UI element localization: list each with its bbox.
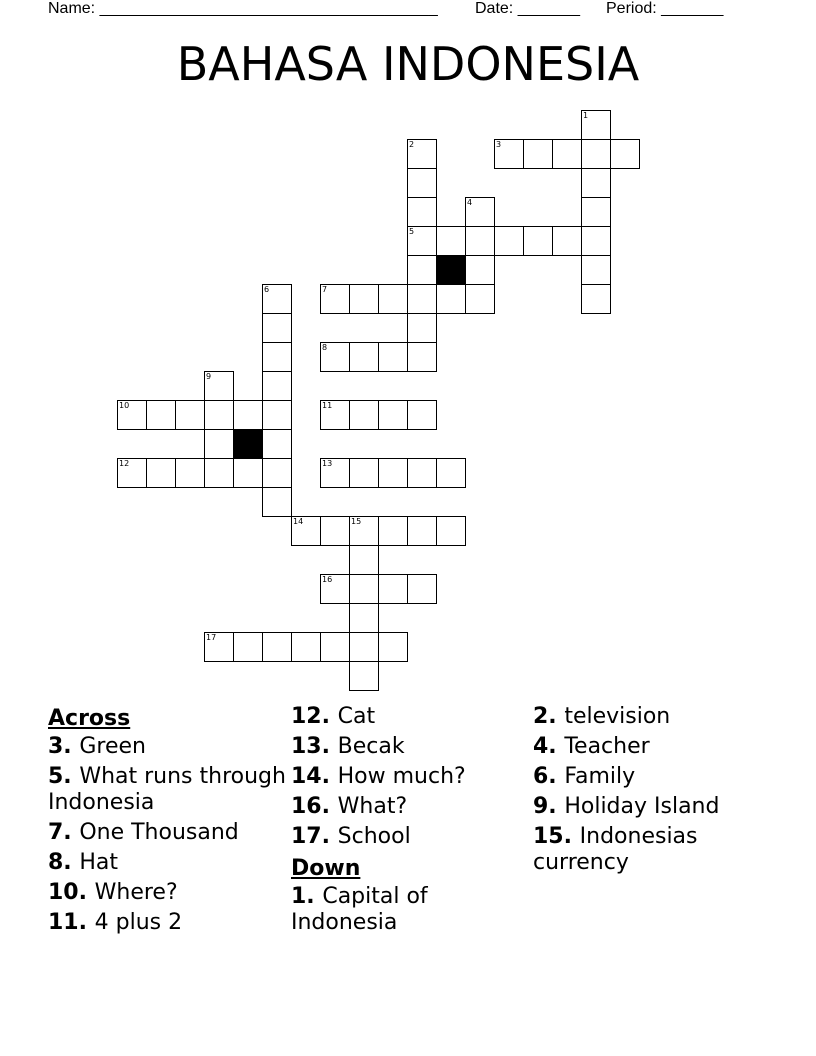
crossword-cell[interactable] — [233, 400, 263, 430]
down-clue — [533, 764, 753, 790]
clue-number: 7. — [48, 820, 80, 845]
across-clue — [48, 820, 288, 846]
crossword-cell[interactable] — [320, 342, 350, 372]
crossword-cell[interactable] — [117, 458, 147, 488]
crossword-cell[interactable] — [581, 168, 611, 198]
crossword-cell[interactable] — [552, 139, 582, 169]
cell-number: 12 — [119, 459, 130, 468]
crossword-cell[interactable] — [581, 255, 611, 285]
cell-number: 7 — [322, 285, 328, 294]
crossword-cell[interactable] — [581, 139, 611, 169]
clue-text: How much? — [337, 764, 466, 789]
crossword-cell[interactable] — [349, 632, 379, 662]
crossword-cell[interactable] — [378, 458, 408, 488]
crossword-cell[interactable] — [407, 284, 437, 314]
crossword-cell[interactable] — [320, 284, 350, 314]
down-heading: Down — [291, 856, 361, 881]
black-square — [436, 255, 466, 285]
clue-number: 14. — [291, 764, 338, 789]
crossword-cell[interactable] — [349, 342, 379, 372]
crossword-cell[interactable] — [262, 487, 292, 517]
clue-text: Cat — [337, 704, 376, 729]
clue-number: 6. — [533, 764, 565, 789]
crossword-cell[interactable] — [378, 400, 408, 430]
cell-number: 2 — [409, 140, 415, 149]
clue-text: Holiday Island — [564, 794, 720, 819]
crossword-cell[interactable] — [436, 284, 466, 314]
clue-number: 15. — [533, 824, 580, 849]
crossword-cell[interactable] — [378, 516, 408, 546]
clue-text: 4 plus 2 — [94, 910, 183, 935]
crossword-cell[interactable] — [349, 661, 379, 691]
clue-text: Teacher — [564, 734, 650, 759]
across-clue — [48, 910, 288, 936]
black-square — [233, 429, 263, 459]
crossword-cell[interactable] — [233, 458, 263, 488]
down-clue-list — [291, 884, 531, 936]
clue-number: 2. — [533, 704, 565, 729]
clue-text: Indonesias currency — [533, 824, 698, 875]
crossword-cell[interactable] — [436, 516, 466, 546]
clue-text: One Thousand — [79, 820, 239, 845]
crossword-cell[interactable] — [349, 400, 379, 430]
period-field-label: Period: _______ — [606, 0, 724, 17]
clue-number: 8. — [48, 850, 80, 875]
crossword-cell[interactable] — [204, 400, 234, 430]
crossword-cell[interactable] — [349, 603, 379, 633]
crossword-cell[interactable] — [378, 632, 408, 662]
crossword-cell[interactable] — [523, 226, 553, 256]
crossword-cell[interactable] — [320, 458, 350, 488]
date-field-label: Date: _______ — [475, 0, 580, 17]
crossword-cell[interactable] — [552, 226, 582, 256]
across-clue-list — [48, 734, 288, 936]
crossword-cell[interactable] — [378, 574, 408, 604]
crossword-cell[interactable] — [262, 458, 292, 488]
crossword-cell[interactable] — [494, 139, 524, 169]
across-clue — [48, 880, 288, 906]
crossword-cell[interactable] — [262, 632, 292, 662]
crossword-cell[interactable] — [146, 458, 176, 488]
crossword-cell[interactable] — [465, 255, 495, 285]
clue-number: 11. — [48, 910, 95, 935]
clue-text: School — [337, 824, 411, 849]
clue-text: television — [564, 704, 671, 729]
crossword-cell[interactable] — [204, 632, 234, 662]
crossword-cell[interactable] — [262, 284, 292, 314]
crossword-cell[interactable] — [262, 400, 292, 430]
crossword-cell[interactable] — [407, 255, 437, 285]
clue-text: Where? — [94, 880, 178, 905]
cell-number: 15 — [351, 517, 362, 526]
clue-text: Becak — [337, 734, 405, 759]
page-title: BAHASA INDONESIA — [176, 37, 640, 91]
crossword-cell[interactable] — [610, 139, 640, 169]
clue-text: Family — [564, 764, 636, 789]
crossword-cell[interactable] — [407, 139, 437, 169]
clue-text: Green — [79, 734, 146, 759]
crossword-cell[interactable] — [407, 168, 437, 198]
crossword-cell[interactable] — [320, 516, 350, 546]
clue-text: Hat — [79, 850, 118, 875]
clue-number: 1. — [291, 884, 323, 909]
crossword-cell[interactable] — [320, 574, 350, 604]
crossword-cell[interactable] — [349, 516, 379, 546]
across-heading: Across — [48, 706, 131, 731]
crossword-cell[interactable] — [262, 342, 292, 372]
clue-number: 16. — [291, 794, 338, 819]
across-clue — [291, 824, 531, 850]
clue-number: 12. — [291, 704, 338, 729]
down-clue — [533, 704, 753, 730]
crossword-cell[interactable] — [581, 284, 611, 314]
crossword-cell[interactable] — [378, 342, 408, 372]
clue-number: 13. — [291, 734, 338, 759]
crossword-cell[interactable] — [204, 458, 234, 488]
crossword-cell[interactable] — [494, 226, 524, 256]
crossword-cell[interactable] — [407, 516, 437, 546]
clue-text: What? — [337, 794, 408, 819]
cell-number: 8 — [322, 343, 328, 352]
cell-number: 1 — [583, 111, 589, 120]
crossword-cell[interactable] — [407, 197, 437, 227]
crossword-cell[interactable] — [349, 284, 379, 314]
down-clue — [533, 824, 753, 876]
name-field-label: Name: ______________________________________ — [48, 0, 438, 17]
clue-number: 3. — [48, 734, 80, 759]
clue-number: 4. — [533, 734, 565, 759]
crossword-cell[interactable] — [262, 313, 292, 343]
cell-number: 11 — [322, 401, 333, 410]
cell-number: 5 — [409, 227, 415, 236]
crossword-cell[interactable] — [581, 226, 611, 256]
crossword-cell[interactable] — [436, 226, 466, 256]
down-clue — [533, 734, 753, 760]
clues-column-3 — [533, 704, 753, 880]
cell-number: 3 — [496, 140, 502, 149]
across-clue — [291, 794, 531, 820]
clue-number: 10. — [48, 880, 95, 905]
worksheet-header — [48, 0, 768, 20]
down-clue — [291, 884, 531, 936]
down-clue-list-continued — [533, 704, 753, 876]
clue-text: What runs through Indonesia — [48, 764, 286, 815]
crossword-cell[interactable] — [262, 371, 292, 401]
cell-number: 14 — [293, 517, 304, 526]
clue-number: 5. — [48, 764, 80, 789]
across-clue-list-continued — [291, 704, 531, 850]
cell-number: 13 — [322, 459, 333, 468]
clues-column-2 — [291, 704, 531, 940]
crossword-cell[interactable] — [407, 313, 437, 343]
crossword-cell[interactable] — [378, 284, 408, 314]
crossword-cell[interactable] — [407, 400, 437, 430]
crossword-cell[interactable] — [581, 110, 611, 140]
crossword-cell[interactable] — [349, 545, 379, 575]
crossword-cell[interactable] — [465, 284, 495, 314]
crossword-cell[interactable] — [407, 574, 437, 604]
crossword-cell[interactable] — [291, 516, 321, 546]
crossword-cell[interactable] — [320, 632, 350, 662]
crossword-cell[interactable] — [407, 226, 437, 256]
clue-number: 17. — [291, 824, 338, 849]
across-clue — [291, 764, 531, 790]
across-clue — [291, 734, 531, 760]
clue-number: 9. — [533, 794, 565, 819]
crossword-cell[interactable] — [204, 429, 234, 459]
cell-number: 10 — [119, 401, 130, 410]
across-clue — [48, 850, 288, 876]
crossword-cell[interactable] — [204, 371, 234, 401]
crossword-cell[interactable] — [117, 400, 147, 430]
crossword-cell[interactable] — [146, 400, 176, 430]
crossword-cell[interactable] — [407, 342, 437, 372]
crossword-cell[interactable] — [262, 429, 292, 459]
crossword-cell[interactable] — [175, 400, 205, 430]
cell-number: 16 — [322, 575, 333, 584]
down-clue — [533, 794, 753, 820]
across-clue — [48, 734, 288, 760]
crossword-cell[interactable] — [436, 458, 466, 488]
crossword-cell[interactable] — [349, 458, 379, 488]
crossword-cell[interactable] — [523, 139, 553, 169]
cell-number: 17 — [206, 633, 217, 642]
crossword-cell[interactable] — [233, 632, 263, 662]
cell-number: 6 — [264, 285, 270, 294]
across-clue — [291, 704, 531, 730]
clues-column-1 — [48, 704, 288, 940]
crossword-cell[interactable] — [291, 632, 321, 662]
cell-number: 4 — [467, 198, 473, 207]
crossword-cell[interactable] — [175, 458, 205, 488]
cell-number: 9 — [206, 372, 212, 381]
crossword-cell[interactable] — [320, 400, 350, 430]
crossword-cell[interactable] — [465, 226, 495, 256]
crossword-cell[interactable] — [581, 197, 611, 227]
crossword-cell[interactable] — [407, 458, 437, 488]
across-clue — [48, 764, 288, 816]
clue-text: Capital of Indonesia — [291, 884, 428, 935]
crossword-cell[interactable] — [349, 574, 379, 604]
crossword-cell[interactable] — [465, 197, 495, 227]
